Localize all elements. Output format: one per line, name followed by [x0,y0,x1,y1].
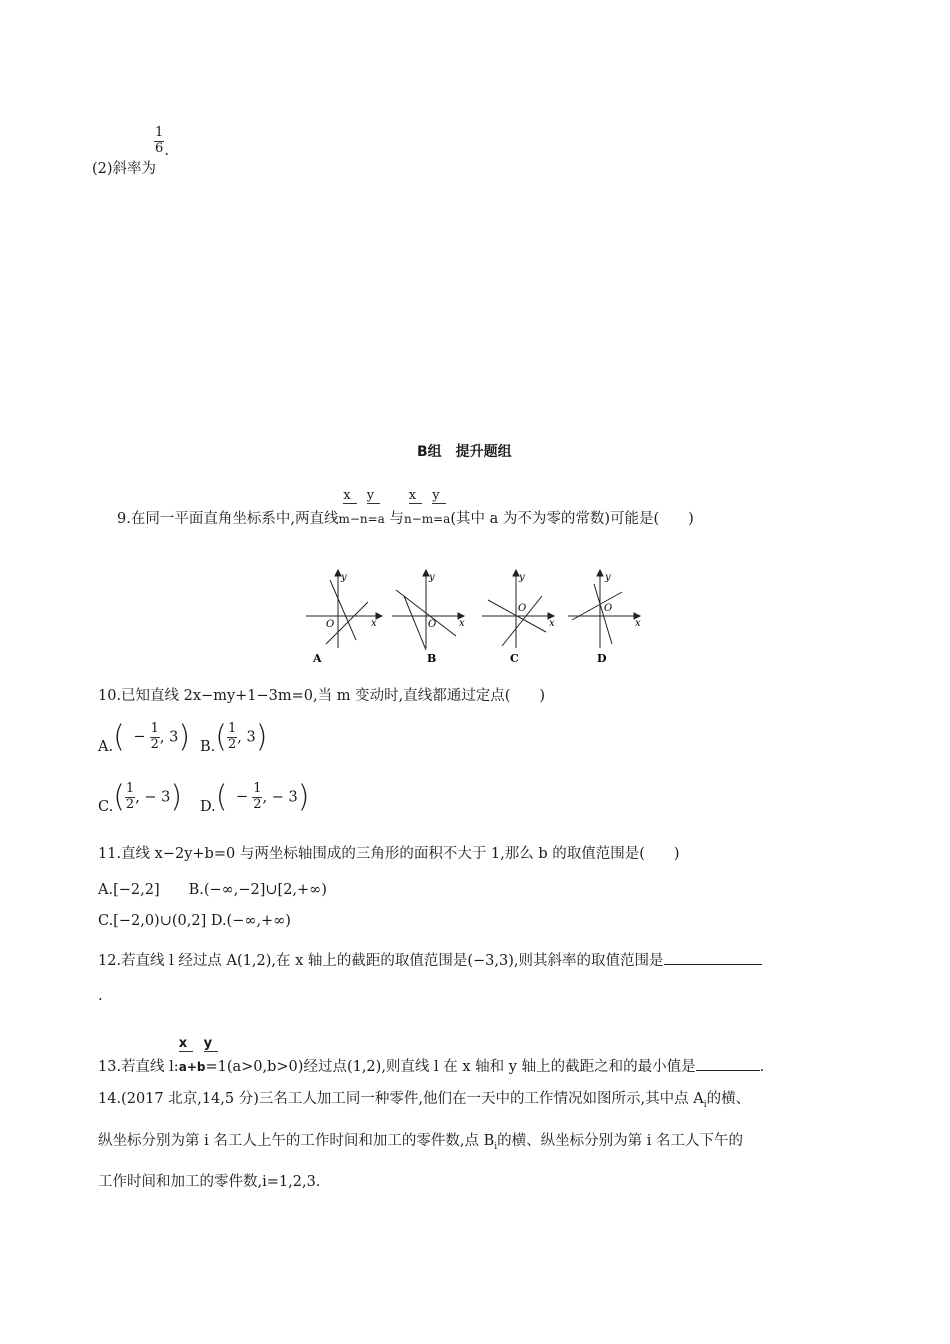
q9-graph-a-y: y [341,572,347,583]
q9-graph-d-x: x [635,618,641,629]
q12-tail: . [98,988,103,1004]
q9-f1-x: x [343,488,357,503]
q13-plus: + [186,1060,197,1074]
q13-suffix: =1(a>0,b>0)经过点(1,2),则直线 l 在 x 轴和 y 轴上的截距之和的最小值是 [205,1059,696,1075]
q14-line2: 纵坐标分别为第 i 名工人上午的工作时间和加工的零件数,点 $B_i$的横、纵坐标分别为第 i 名工人下午的 [98,1133,743,1152]
q13-fx: x [178,1036,194,1051]
q13-prefix: 13.若直线 l: [98,1059,179,1075]
q10-option-a: A.( − $\frac{1}{2}$ , 3) [98,719,191,756]
q9-graph-b-y: y [429,572,435,583]
q11-stem: 11.直线 x−2y+b=0 与两坐标轴围成的三角形的面积不大于 1,那么 b 的取值范围是( ) [98,846,680,862]
q14-line1: 14.(2017 北京,14,5 分)三名工人加工同一种零件,他们在一天中的工作情况如图所示,其中点 $A_i$的横、 [98,1091,751,1110]
q8-part2-fraction [154,126,164,157]
q9-f1-y: y [366,488,381,503]
q11-options-line1: A.[−2,2] B.(−∞,−2]∪[2,+∞) [98,882,327,898]
q10-option-d-label: D. [200,799,216,816]
q10-option-d: D.( − $\frac{1}{2}$ , − 3) [200,779,310,816]
q9-graph-a-x: x [371,618,377,629]
q13-answer-blank[interactable] [696,1056,760,1071]
q13-end: . [759,1059,765,1075]
q10-option-b: B.( $\frac{1}{2}$ , 3) [200,719,268,756]
q12-stem-text: 12.若直线 l 经过点 A(1,2),在 x 轴上的截距的取值范围是(−3,3),则其斜率的取值范围是 [98,953,664,969]
q9-graph-b-o: O [428,619,437,630]
q10-option-d-frac: $\frac{1}{2}$ [253,781,262,812]
q9-graph-d-label: D [597,652,607,665]
q9-f2-text: n−m=a [403,512,451,526]
q10-option-c-frac: $\frac{1}{2}$ [125,781,135,812]
q9-graph-c-o: O [518,603,527,614]
section-title: B组 提升题组 [417,444,512,460]
q13-fa: a [178,1060,187,1074]
q9-f2-x: x [408,488,423,503]
q9-fraction-1 [338,488,385,526]
q9-suffix: (其中 a 为不为零的常数)可能是( ) [450,511,694,527]
q10-option-b-rest: , 3 [237,729,256,746]
q11-options-line2: C.[−2,0)∪(0,2] D.(−∞,+∞) [98,913,291,929]
q12-stem [98,949,762,970]
q8-part2-den: 6 [155,140,164,156]
q9-graph-c-label: C [510,652,519,665]
q10-option-a-label: A. [98,739,114,756]
q10-option-c-label: C. [98,799,114,816]
q9-stem [117,488,694,528]
q9-graph-a-label: A [313,652,322,665]
q9-graph-d-o: O [604,603,613,614]
q9-fraction-2 [403,488,451,526]
q10-option-d-sign: − [236,789,249,806]
q10-option-b-frac: $\frac{1}{2}$ [227,721,237,752]
q9-graph-b-label: B [427,652,437,665]
q12-answer-blank[interactable] [664,950,762,965]
q13-fb: b [196,1060,206,1074]
q10-option-d-rest: , − 3 [262,789,298,806]
q10-stem: 10.已知直线 2x−my+1−3m=0,当 m 变动时,直线都通过定点( ) [98,688,546,704]
q9-mid: 与 [384,511,404,527]
q9-prefix: 9.在同一平面直角坐标系中,两直线 [117,511,339,527]
q14-line3: 工作时间和加工的零件数,i=1,2,3. [98,1174,321,1190]
q9-graphs [300,560,660,670]
q9-graph-c-y: y [519,572,525,583]
q9-graph-b-x: x [459,618,465,629]
q9-f2-y: y [432,488,446,503]
q9-graph-d-y: y [605,572,611,583]
q13-fy: y [203,1036,219,1051]
q13-fraction [178,1036,219,1074]
q14-sub-i1: i [703,1099,707,1110]
q9-graph-c-x: x [549,618,555,629]
q8-part2-suffix: . [164,143,169,160]
q8-part2-num: 1 [155,125,164,140]
q8-part2-prefix: (2)斜率为 [92,161,157,178]
q10-option-c: C.( $\frac{1}{2}$ , − 3) [98,779,183,816]
q10-option-a-frac: $\frac{1}{2}$ [150,721,159,752]
q10-option-a-sign: − [133,729,146,746]
q9-graph-a-o: O [326,619,335,630]
q10-option-c-rest: , − 3 [135,789,171,806]
q9-f1-text: m−n=a [338,512,385,526]
q10-option-b-label: B. [200,739,216,756]
q13-stem [98,1036,765,1076]
q10-option-a-rest: , 3 [159,729,179,746]
q14-sub-i2: i [494,1141,498,1152]
q9-graph-b [392,570,464,650]
q8-part2 [92,125,169,178]
